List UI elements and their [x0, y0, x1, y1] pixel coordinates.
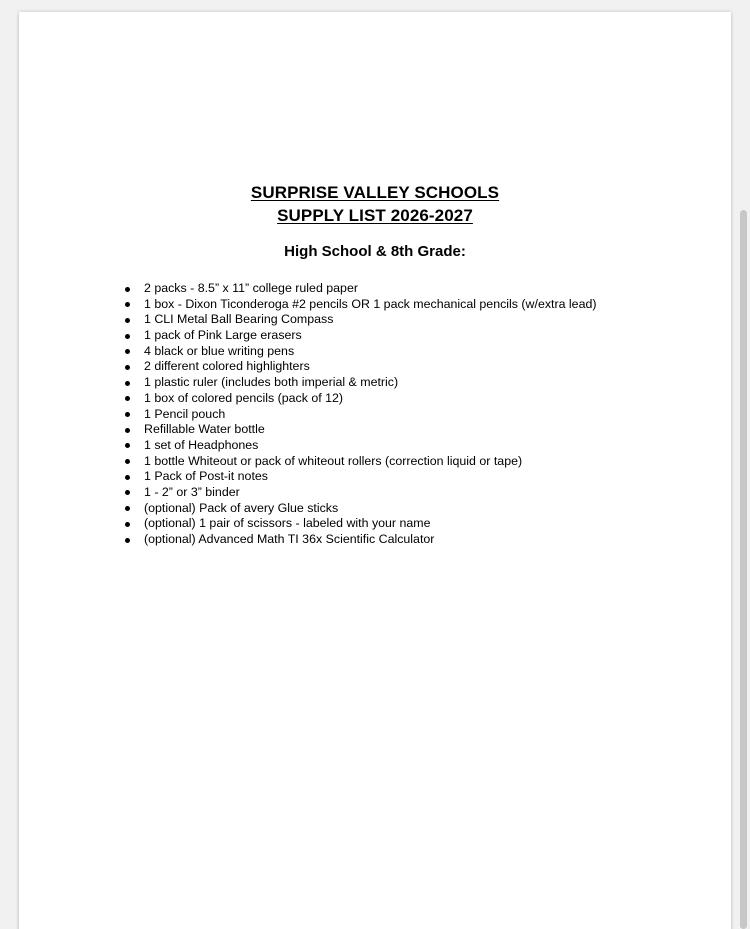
scrollbar-thumb[interactable] [740, 210, 747, 929]
list-item: 1 CLI Metal Ball Bearing Compass [122, 312, 596, 328]
list-item: 2 packs - 8.5” x 11” college ruled paper [122, 281, 596, 297]
list-item: 1 Pencil pouch [122, 407, 596, 423]
list-item: (optional) Pack of avery Glue sticks [122, 501, 596, 517]
list-item: 4 black or blue writing pens [122, 344, 596, 360]
list-item: 1 - 2” or 3” binder [122, 485, 596, 501]
list-item: 1 set of Headphones [122, 438, 596, 454]
document-title-year: SUPPLY LIST 2026-2027 [277, 206, 473, 225]
vertical-scrollbar[interactable] [738, 0, 750, 929]
list-item: 2 different colored highlighters [122, 359, 596, 375]
list-item: 1 pack of Pink Large erasers [122, 328, 596, 344]
supply-list [122, 281, 596, 548]
document-title: SURPRISE VALLEY SCHOOLS [250, 183, 500, 202]
list-item: Refillable Water bottle [122, 422, 596, 438]
list-item: 1 plastic ruler (includes both imperial & metric) [122, 375, 596, 391]
list-item: 1 bottle Whiteout or pack of whiteout rollers (correction liquid or tape) [122, 454, 596, 470]
list-item: (optional) 1 pair of scissors - labeled with your name [122, 516, 596, 532]
grade-heading: High School & 8th Grade: [284, 243, 466, 260]
list-item: 1 box of colored pencils (pack of 12) [122, 391, 596, 407]
list-item: 1 box - Dixon Ticonderoga #2 pencils OR 1 pack mechanical pencils (w/extra lead) [122, 297, 596, 313]
list-item: 1 Pack of Post-it notes [122, 469, 596, 485]
list-item: (optional) Advanced Math TI 36x Scientific Calculator [122, 532, 596, 548]
document-page [19, 12, 731, 929]
